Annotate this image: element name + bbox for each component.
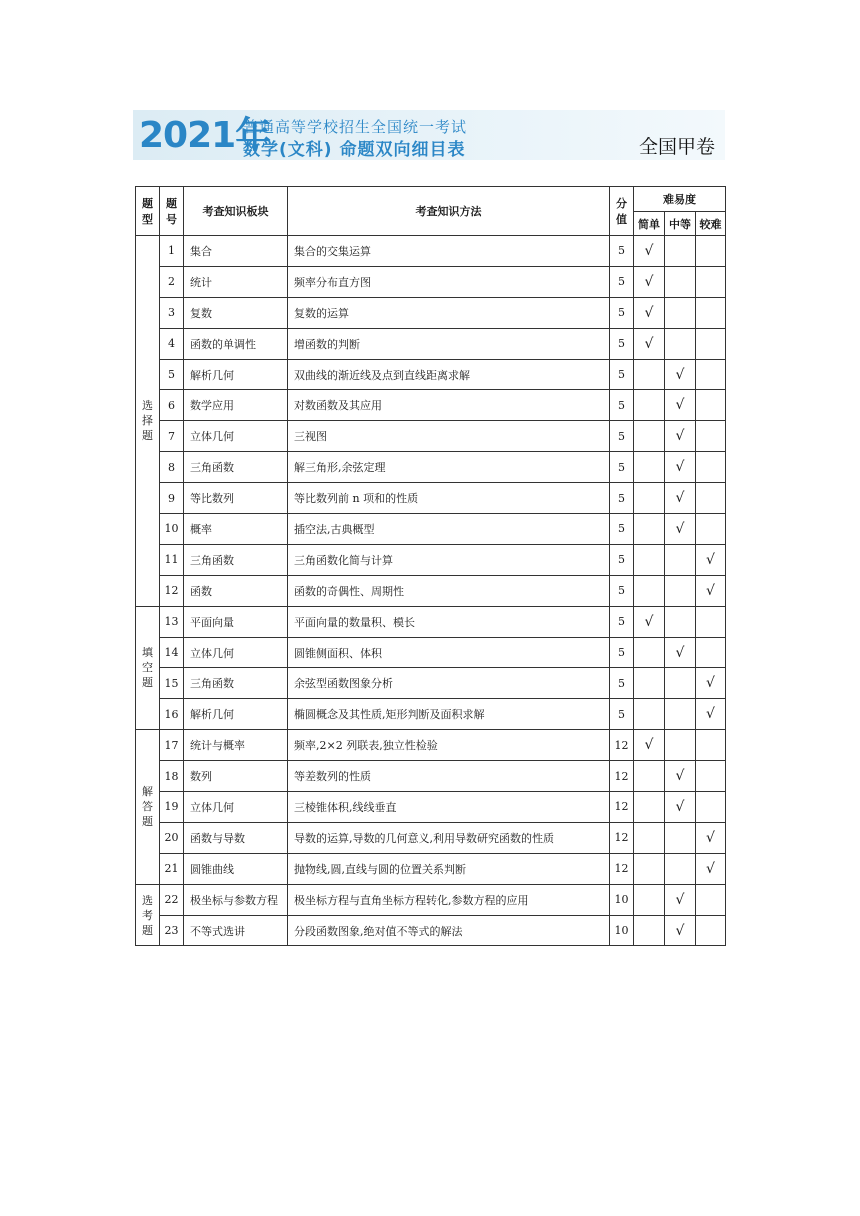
table-row [136, 884, 726, 915]
question-type-cell: 选 择 题 [136, 236, 160, 607]
medium-mark-cell: √ [665, 884, 696, 915]
knowledge-block-cell: 立体几何 [184, 637, 288, 668]
header-num [160, 187, 184, 236]
score-cell: 12 [610, 853, 634, 884]
medium-mark-cell [665, 606, 696, 637]
medium-mark-cell: √ [665, 421, 696, 452]
easy-mark-cell [634, 822, 665, 853]
knowledge-block-cell: 复数 [184, 297, 288, 328]
knowledge-method-cell: 频率分布直方图 [288, 266, 610, 297]
knowledge-block-cell: 函数 [184, 575, 288, 606]
score-cell: 10 [610, 915, 634, 946]
medium-mark-cell [665, 730, 696, 761]
score-cell: 5 [610, 575, 634, 606]
score-cell: 12 [610, 792, 634, 823]
hard-mark-cell [696, 606, 726, 637]
knowledge-method-cell: 三视图 [288, 421, 610, 452]
question-number-cell: 8 [160, 452, 184, 483]
score-cell: 5 [610, 328, 634, 359]
table-row [136, 575, 726, 606]
hard-mark-cell: √ [696, 853, 726, 884]
question-number-cell: 4 [160, 328, 184, 359]
score-cell: 5 [610, 514, 634, 545]
knowledge-method-cell: 插空法,古典概型 [288, 514, 610, 545]
knowledge-block-cell: 立体几何 [184, 421, 288, 452]
question-number-cell: 17 [160, 730, 184, 761]
score-cell: 5 [610, 266, 634, 297]
hard-mark-cell [696, 236, 726, 267]
header-score [610, 187, 634, 236]
question-type-cell: 填 空 题 [136, 606, 160, 730]
score-cell: 5 [610, 544, 634, 575]
knowledge-block-cell: 统计 [184, 266, 288, 297]
hard-mark-cell [696, 390, 726, 421]
knowledge-block-cell: 集合 [184, 236, 288, 267]
easy-mark-cell [634, 853, 665, 884]
easy-mark-cell: √ [634, 266, 665, 297]
header-type [136, 187, 160, 236]
table-row [136, 761, 726, 792]
question-number-cell: 12 [160, 575, 184, 606]
easy-mark-cell [634, 452, 665, 483]
knowledge-method-cell: 对数函数及其应用 [288, 390, 610, 421]
table-row [136, 606, 726, 637]
easy-mark-cell: √ [634, 297, 665, 328]
question-number-cell: 1 [160, 236, 184, 267]
question-number-cell: 21 [160, 853, 184, 884]
question-number-cell: 20 [160, 822, 184, 853]
knowledge-method-cell: 解三角形,余弦定理 [288, 452, 610, 483]
knowledge-method-cell: 函数的奇偶性、周期性 [288, 575, 610, 606]
easy-mark-cell [634, 884, 665, 915]
header-block: 考查知识板块 [184, 187, 288, 236]
easy-mark-cell: √ [634, 606, 665, 637]
table-row [136, 853, 726, 884]
header-type-text: 题 型 [142, 197, 153, 226]
knowledge-block-cell: 数列 [184, 761, 288, 792]
score-cell: 5 [610, 359, 634, 390]
medium-mark-cell: √ [665, 792, 696, 823]
medium-mark-cell: √ [665, 761, 696, 792]
knowledge-method-cell: 等比数列前 n 项和的性质 [288, 483, 610, 514]
score-cell: 12 [610, 730, 634, 761]
medium-mark-cell [665, 328, 696, 359]
header-score-text: 分 值 [616, 197, 627, 226]
knowledge-method-cell: 增函数的判断 [288, 328, 610, 359]
question-number-cell: 19 [160, 792, 184, 823]
knowledge-method-cell: 双曲线的渐近线及点到直线距离求解 [288, 359, 610, 390]
easy-mark-cell [634, 575, 665, 606]
table-row [136, 421, 726, 452]
hard-mark-cell [696, 452, 726, 483]
score-cell: 5 [610, 606, 634, 637]
question-number-cell: 2 [160, 266, 184, 297]
medium-mark-cell [665, 297, 696, 328]
score-cell: 12 [610, 761, 634, 792]
knowledge-block-cell: 概率 [184, 514, 288, 545]
question-number-cell: 10 [160, 514, 184, 545]
header-easy: 简单 [634, 212, 665, 236]
header-medium: 中等 [665, 212, 696, 236]
table-row [136, 359, 726, 390]
easy-mark-cell [634, 421, 665, 452]
knowledge-method-cell: 椭圆概念及其性质,矩形判断及面积求解 [288, 699, 610, 730]
knowledge-method-cell: 平面向量的数量积、模长 [288, 606, 610, 637]
header-hard: 较难 [696, 212, 726, 236]
hard-mark-cell [696, 483, 726, 514]
banner-year: 2021年 [139, 115, 271, 156]
medium-mark-cell: √ [665, 637, 696, 668]
easy-mark-cell [634, 390, 665, 421]
score-cell: 5 [610, 452, 634, 483]
easy-mark-cell [634, 514, 665, 545]
knowledge-block-cell: 三角函数 [184, 668, 288, 699]
hard-mark-cell [696, 328, 726, 359]
table-row [136, 915, 726, 946]
question-number-cell: 15 [160, 668, 184, 699]
table-row [136, 266, 726, 297]
knowledge-method-cell: 等差数列的性质 [288, 761, 610, 792]
knowledge-method-cell: 集合的交集运算 [288, 236, 610, 267]
question-number-cell: 16 [160, 699, 184, 730]
medium-mark-cell: √ [665, 359, 696, 390]
knowledge-method-cell: 圆锥侧面积、体积 [288, 637, 610, 668]
hard-mark-cell [696, 915, 726, 946]
medium-mark-cell [665, 822, 696, 853]
table-row [136, 328, 726, 359]
header-difficulty: 难易度 [634, 187, 726, 212]
table-row [136, 390, 726, 421]
easy-mark-cell [634, 699, 665, 730]
score-cell: 5 [610, 297, 634, 328]
banner-paper-name: 全国甲卷 [638, 136, 715, 158]
medium-mark-cell [665, 853, 696, 884]
table-row [136, 452, 726, 483]
medium-mark-cell: √ [665, 452, 696, 483]
score-cell: 10 [610, 884, 634, 915]
knowledge-method-cell: 分段函数图象,绝对值不等式的解法 [288, 915, 610, 946]
hard-mark-cell: √ [696, 544, 726, 575]
easy-mark-cell [634, 668, 665, 699]
easy-mark-cell: √ [634, 328, 665, 359]
knowledge-block-cell: 不等式选讲 [184, 915, 288, 946]
hard-mark-cell [696, 266, 726, 297]
easy-mark-cell [634, 637, 665, 668]
knowledge-block-cell: 圆锥曲线 [184, 853, 288, 884]
banner-subtitle: 数学(文科) 命题双向细目表 [243, 140, 466, 160]
easy-mark-cell: √ [634, 730, 665, 761]
hard-mark-cell: √ [696, 668, 726, 699]
hard-mark-cell [696, 637, 726, 668]
medium-mark-cell [665, 668, 696, 699]
hard-mark-cell [696, 297, 726, 328]
hard-mark-cell: √ [696, 575, 726, 606]
table-row [136, 297, 726, 328]
medium-mark-cell [665, 575, 696, 606]
table-row [136, 483, 726, 514]
score-cell: 5 [610, 390, 634, 421]
knowledge-method-cell: 抛物线,圆,直线与圆的位置关系判断 [288, 853, 610, 884]
banner-exam-title: 普通高等学校招生全国统一考试 [243, 118, 468, 136]
hard-mark-cell: √ [696, 699, 726, 730]
table-row [136, 699, 726, 730]
question-number-cell: 5 [160, 359, 184, 390]
table-row [136, 637, 726, 668]
hard-mark-cell [696, 514, 726, 545]
medium-mark-cell [665, 266, 696, 297]
easy-mark-cell [634, 792, 665, 823]
hard-mark-cell [696, 730, 726, 761]
hard-mark-cell [696, 359, 726, 390]
question-number-cell: 22 [160, 884, 184, 915]
knowledge-block-cell: 极坐标与参数方程 [184, 884, 288, 915]
knowledge-method-cell: 复数的运算 [288, 297, 610, 328]
hard-mark-cell [696, 884, 726, 915]
knowledge-method-cell: 三角函数化简与计算 [288, 544, 610, 575]
hard-mark-cell [696, 421, 726, 452]
question-type-cell: 选 考 题 [136, 884, 160, 946]
easy-mark-cell [634, 915, 665, 946]
question-number-cell: 11 [160, 544, 184, 575]
medium-mark-cell [665, 699, 696, 730]
knowledge-block-cell: 函数的单调性 [184, 328, 288, 359]
knowledge-block-cell: 立体几何 [184, 792, 288, 823]
medium-mark-cell: √ [665, 483, 696, 514]
knowledge-method-cell: 频率,2×2 列联表,独立性检验 [288, 730, 610, 761]
knowledge-block-cell: 三角函数 [184, 544, 288, 575]
knowledge-method-cell: 极坐标方程与直角坐标方程转化,参数方程的应用 [288, 884, 610, 915]
hard-mark-cell: √ [696, 822, 726, 853]
knowledge-block-cell: 函数与导数 [184, 822, 288, 853]
knowledge-block-cell: 数学应用 [184, 390, 288, 421]
score-cell: 5 [610, 668, 634, 699]
table-row [136, 668, 726, 699]
table-body [136, 236, 726, 946]
header-method: 考查知识方法 [288, 187, 610, 236]
medium-mark-cell: √ [665, 390, 696, 421]
table-row [136, 730, 726, 761]
knowledge-block-cell: 等比数列 [184, 483, 288, 514]
score-cell: 5 [610, 236, 634, 267]
table-row [136, 792, 726, 823]
question-number-cell: 23 [160, 915, 184, 946]
knowledge-block-cell: 解析几何 [184, 699, 288, 730]
question-number-cell: 13 [160, 606, 184, 637]
knowledge-method-cell: 三棱锥体积,线线垂直 [288, 792, 610, 823]
question-type-cell: 解 答 题 [136, 730, 160, 884]
easy-mark-cell [634, 483, 665, 514]
medium-mark-cell [665, 544, 696, 575]
score-cell: 5 [610, 421, 634, 452]
question-number-cell: 6 [160, 390, 184, 421]
knowledge-method-cell: 导数的运算,导数的几何意义,利用导数研究函数的性质 [288, 822, 610, 853]
spec-table [135, 186, 726, 946]
easy-mark-cell [634, 359, 665, 390]
question-number-cell: 18 [160, 761, 184, 792]
question-number-cell: 14 [160, 637, 184, 668]
header-num-text: 题 号 [166, 197, 177, 226]
score-cell: 5 [610, 483, 634, 514]
hard-mark-cell [696, 792, 726, 823]
knowledge-method-cell: 余弦型函数图象分析 [288, 668, 610, 699]
hard-mark-cell [696, 761, 726, 792]
title-banner [133, 110, 725, 160]
score-cell: 5 [610, 637, 634, 668]
knowledge-block-cell: 三角函数 [184, 452, 288, 483]
question-number-cell: 7 [160, 421, 184, 452]
score-cell: 5 [610, 699, 634, 730]
knowledge-block-cell: 解析几何 [184, 359, 288, 390]
question-number-cell: 3 [160, 297, 184, 328]
table-row [136, 544, 726, 575]
table-row [136, 236, 726, 267]
knowledge-block-cell: 统计与概率 [184, 730, 288, 761]
medium-mark-cell: √ [665, 514, 696, 545]
medium-mark-cell: √ [665, 915, 696, 946]
score-cell: 12 [610, 822, 634, 853]
table-row [136, 514, 726, 545]
easy-mark-cell [634, 761, 665, 792]
question-number-cell: 9 [160, 483, 184, 514]
easy-mark-cell: √ [634, 236, 665, 267]
table-row [136, 822, 726, 853]
knowledge-block-cell: 平面向量 [184, 606, 288, 637]
easy-mark-cell [634, 544, 665, 575]
medium-mark-cell [665, 236, 696, 267]
